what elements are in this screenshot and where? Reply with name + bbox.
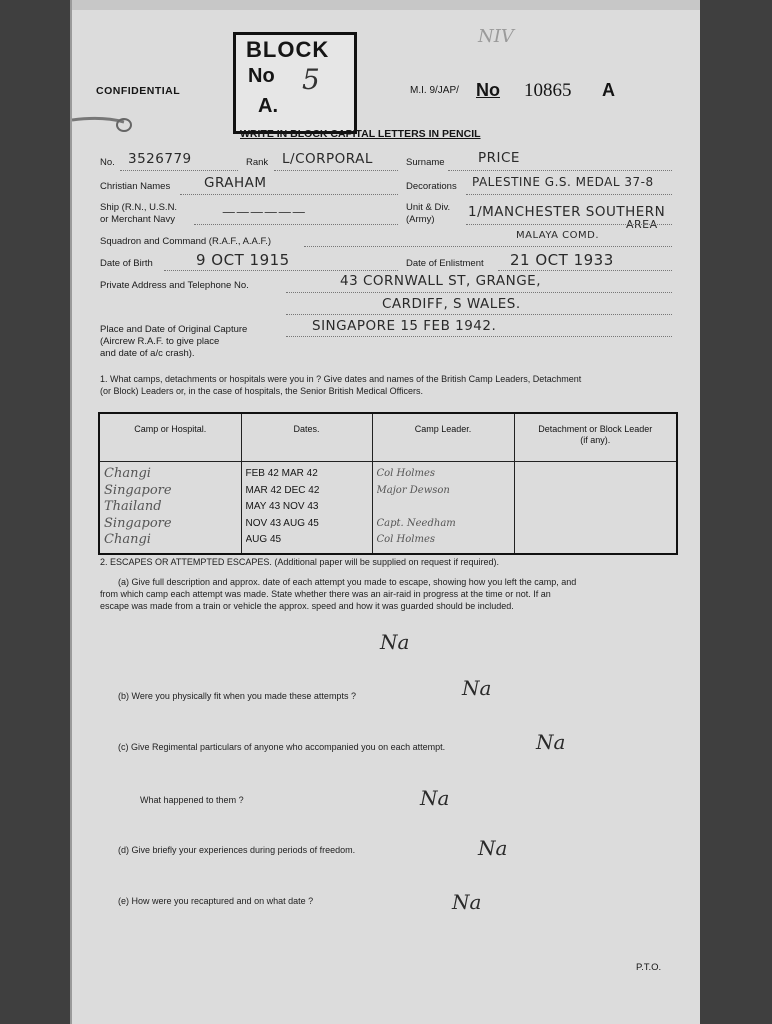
pencil-note: NIV — [478, 26, 514, 47]
q2c-text: (c) Give Regimental particulars of anyone who accompanied you on each attempt. — [118, 742, 446, 752]
q2b-text: (b) Were you physically fit when you made these attempts ? — [118, 691, 356, 701]
ref-code: M.I. 9/JAP/ — [410, 85, 459, 96]
q2e-answer: Na — [452, 890, 482, 914]
unit-value-area: AREA — [626, 218, 658, 231]
table-row-leader: Major Dewson — [376, 484, 450, 496]
dob-label: Date of Birth — [100, 258, 153, 269]
dob-value: 9 OCT 1915 — [196, 251, 290, 269]
camp-header: Camp or Hospital. — [99, 413, 241, 462]
address-value-1: 43 CORNWALL ST, GRANGE, — [340, 273, 541, 289]
capture-label-2: (Aircrew R.A.F. to give place — [100, 336, 220, 347]
unit-label-1: Unit & Div. — [406, 202, 451, 213]
no-label: No. — [100, 157, 115, 168]
christian-names-value: GRAHAM — [204, 175, 267, 191]
christian-names-label: Christian Names — [100, 181, 171, 192]
pto-label: P.T.O. — [636, 962, 662, 973]
surname-label: Surname — [406, 157, 445, 168]
table-row-leader — [377, 499, 510, 516]
capture-label-3: and date of a/c crash). — [100, 348, 195, 359]
enlistment-value: 21 OCT 1933 — [510, 251, 614, 269]
stamp-letter: A. — [258, 95, 278, 117]
stamp-no: No — [248, 65, 275, 87]
table-row-leader: Col Holmes — [376, 468, 436, 479]
unit-value: 1/MANCHESTER SOUTHERN — [468, 204, 666, 220]
camps-table — [98, 412, 678, 555]
surname-value: PRICE — [478, 150, 520, 166]
leader-header: Camp Leader. — [372, 413, 514, 462]
block-stamp — [233, 32, 357, 134]
table-row-dates: AUG 45 — [245, 534, 282, 545]
q1-text-2: (or Block) Leaders or, in the case of hospitals, the Senior British Medical Officers. — [100, 386, 423, 396]
q2a-answer: Na — [380, 630, 410, 654]
table-row-dates: MAY 43 NOV 43 — [245, 501, 319, 512]
detachment-column — [514, 462, 677, 554]
table-row-camp: Thailand — [104, 499, 162, 514]
leader-column — [372, 462, 514, 554]
pencil-instruction: WRITE IN BLOCK CAPITAL LETTERS IN PENCIL — [240, 128, 481, 140]
capture-value: SINGAPORE 15 FEB 1942. — [312, 318, 497, 334]
capture-label-1: Place and Date of Original Capture — [100, 324, 248, 335]
dates-header: Dates. — [241, 413, 372, 462]
camp-column — [99, 462, 241, 554]
unit-value-command: MALAYA COMD. — [516, 230, 600, 241]
table-row-camp: Singapore — [104, 482, 172, 498]
decorations-label: Decorations — [406, 181, 457, 192]
table-row-camp: Changi — [104, 466, 151, 481]
q2e-text: (e) How were you recaptured and on what date ? — [118, 896, 314, 906]
enlistment-label: Date of Enlistment — [406, 258, 484, 269]
q1-text-1: 1. What camps, detachments or hospitals were you in ? Give dates and names of the British Camp Leaders, Detachment — [100, 374, 582, 384]
dates-column — [241, 462, 372, 554]
q2-title: 2. ESCAPES OR ATTEMPTED ESCAPES. (Additional paper will be supplied on request if required). — [100, 557, 500, 567]
table-row-camp: Singapore — [104, 515, 172, 531]
address-label: Private Address and Telephone No. — [100, 280, 249, 291]
address-value-2: CARDIFF, S WALES. — [382, 296, 521, 312]
no-value: 3526779 — [128, 151, 192, 167]
stamp-word: BLOCK — [246, 37, 330, 62]
table-row-leader: Capt. Needham — [376, 517, 456, 529]
string-tie — [72, 112, 132, 134]
rank-value: L/CORPORAL — [282, 151, 373, 167]
table-row-dates: MAR 42 DEC 42 — [245, 484, 320, 496]
rank-label: Rank — [246, 157, 269, 168]
q2c-followup-answer: Na — [420, 786, 450, 810]
ship-label-1: Ship (R.N., U.S.N. — [100, 202, 178, 213]
squadron-label: Squadron and Command (R.A.F., A.A.F.) — [100, 236, 272, 247]
table-row-leader: Col Holmes — [376, 534, 436, 545]
q2a-text-3: escape was made from a train or vehicle the approx. speed and how it was guarded should be included. — [100, 601, 514, 611]
q2d-text: (d) Give briefly your experiences during periods of freedom. — [118, 845, 356, 855]
q2b-answer: Na — [462, 676, 492, 700]
table-row-camp: Changi — [104, 532, 151, 547]
table-row-dates: NOV 43 AUG 45 — [245, 517, 319, 529]
q2c-followup-text: What happened to them ? — [140, 795, 244, 805]
q2a-text-1: (a) Give full description and approx. date of each attempt you made to escape, showing how you left the camp, and — [118, 577, 577, 587]
q2a-text-2: from which camp each attempt was made. State whether there was an air-raid in progress at the time or not. If an — [100, 589, 551, 599]
serial-number: 10865 — [524, 80, 572, 101]
ship-value: —————— — [222, 204, 306, 220]
detachment-header: Detachment or Block Leader (if any). — [514, 413, 677, 462]
paper-top-strip — [72, 0, 700, 10]
stamp-number: 5 — [302, 63, 320, 96]
number-label: No — [476, 80, 500, 100]
table-row-dates: FEB 42 MAR 42 — [245, 468, 318, 479]
q2c-answer: Na — [536, 730, 566, 754]
serial-suffix: A — [602, 80, 615, 100]
unit-label-2: (Army) — [406, 214, 435, 225]
q2d-answer: Na — [478, 836, 508, 860]
confidential-label: CONFIDENTIAL — [96, 85, 181, 97]
decorations-value: PALESTINE G.S. MEDAL 37-8 — [472, 175, 654, 189]
ship-label-2: or Merchant Navy — [100, 214, 175, 225]
